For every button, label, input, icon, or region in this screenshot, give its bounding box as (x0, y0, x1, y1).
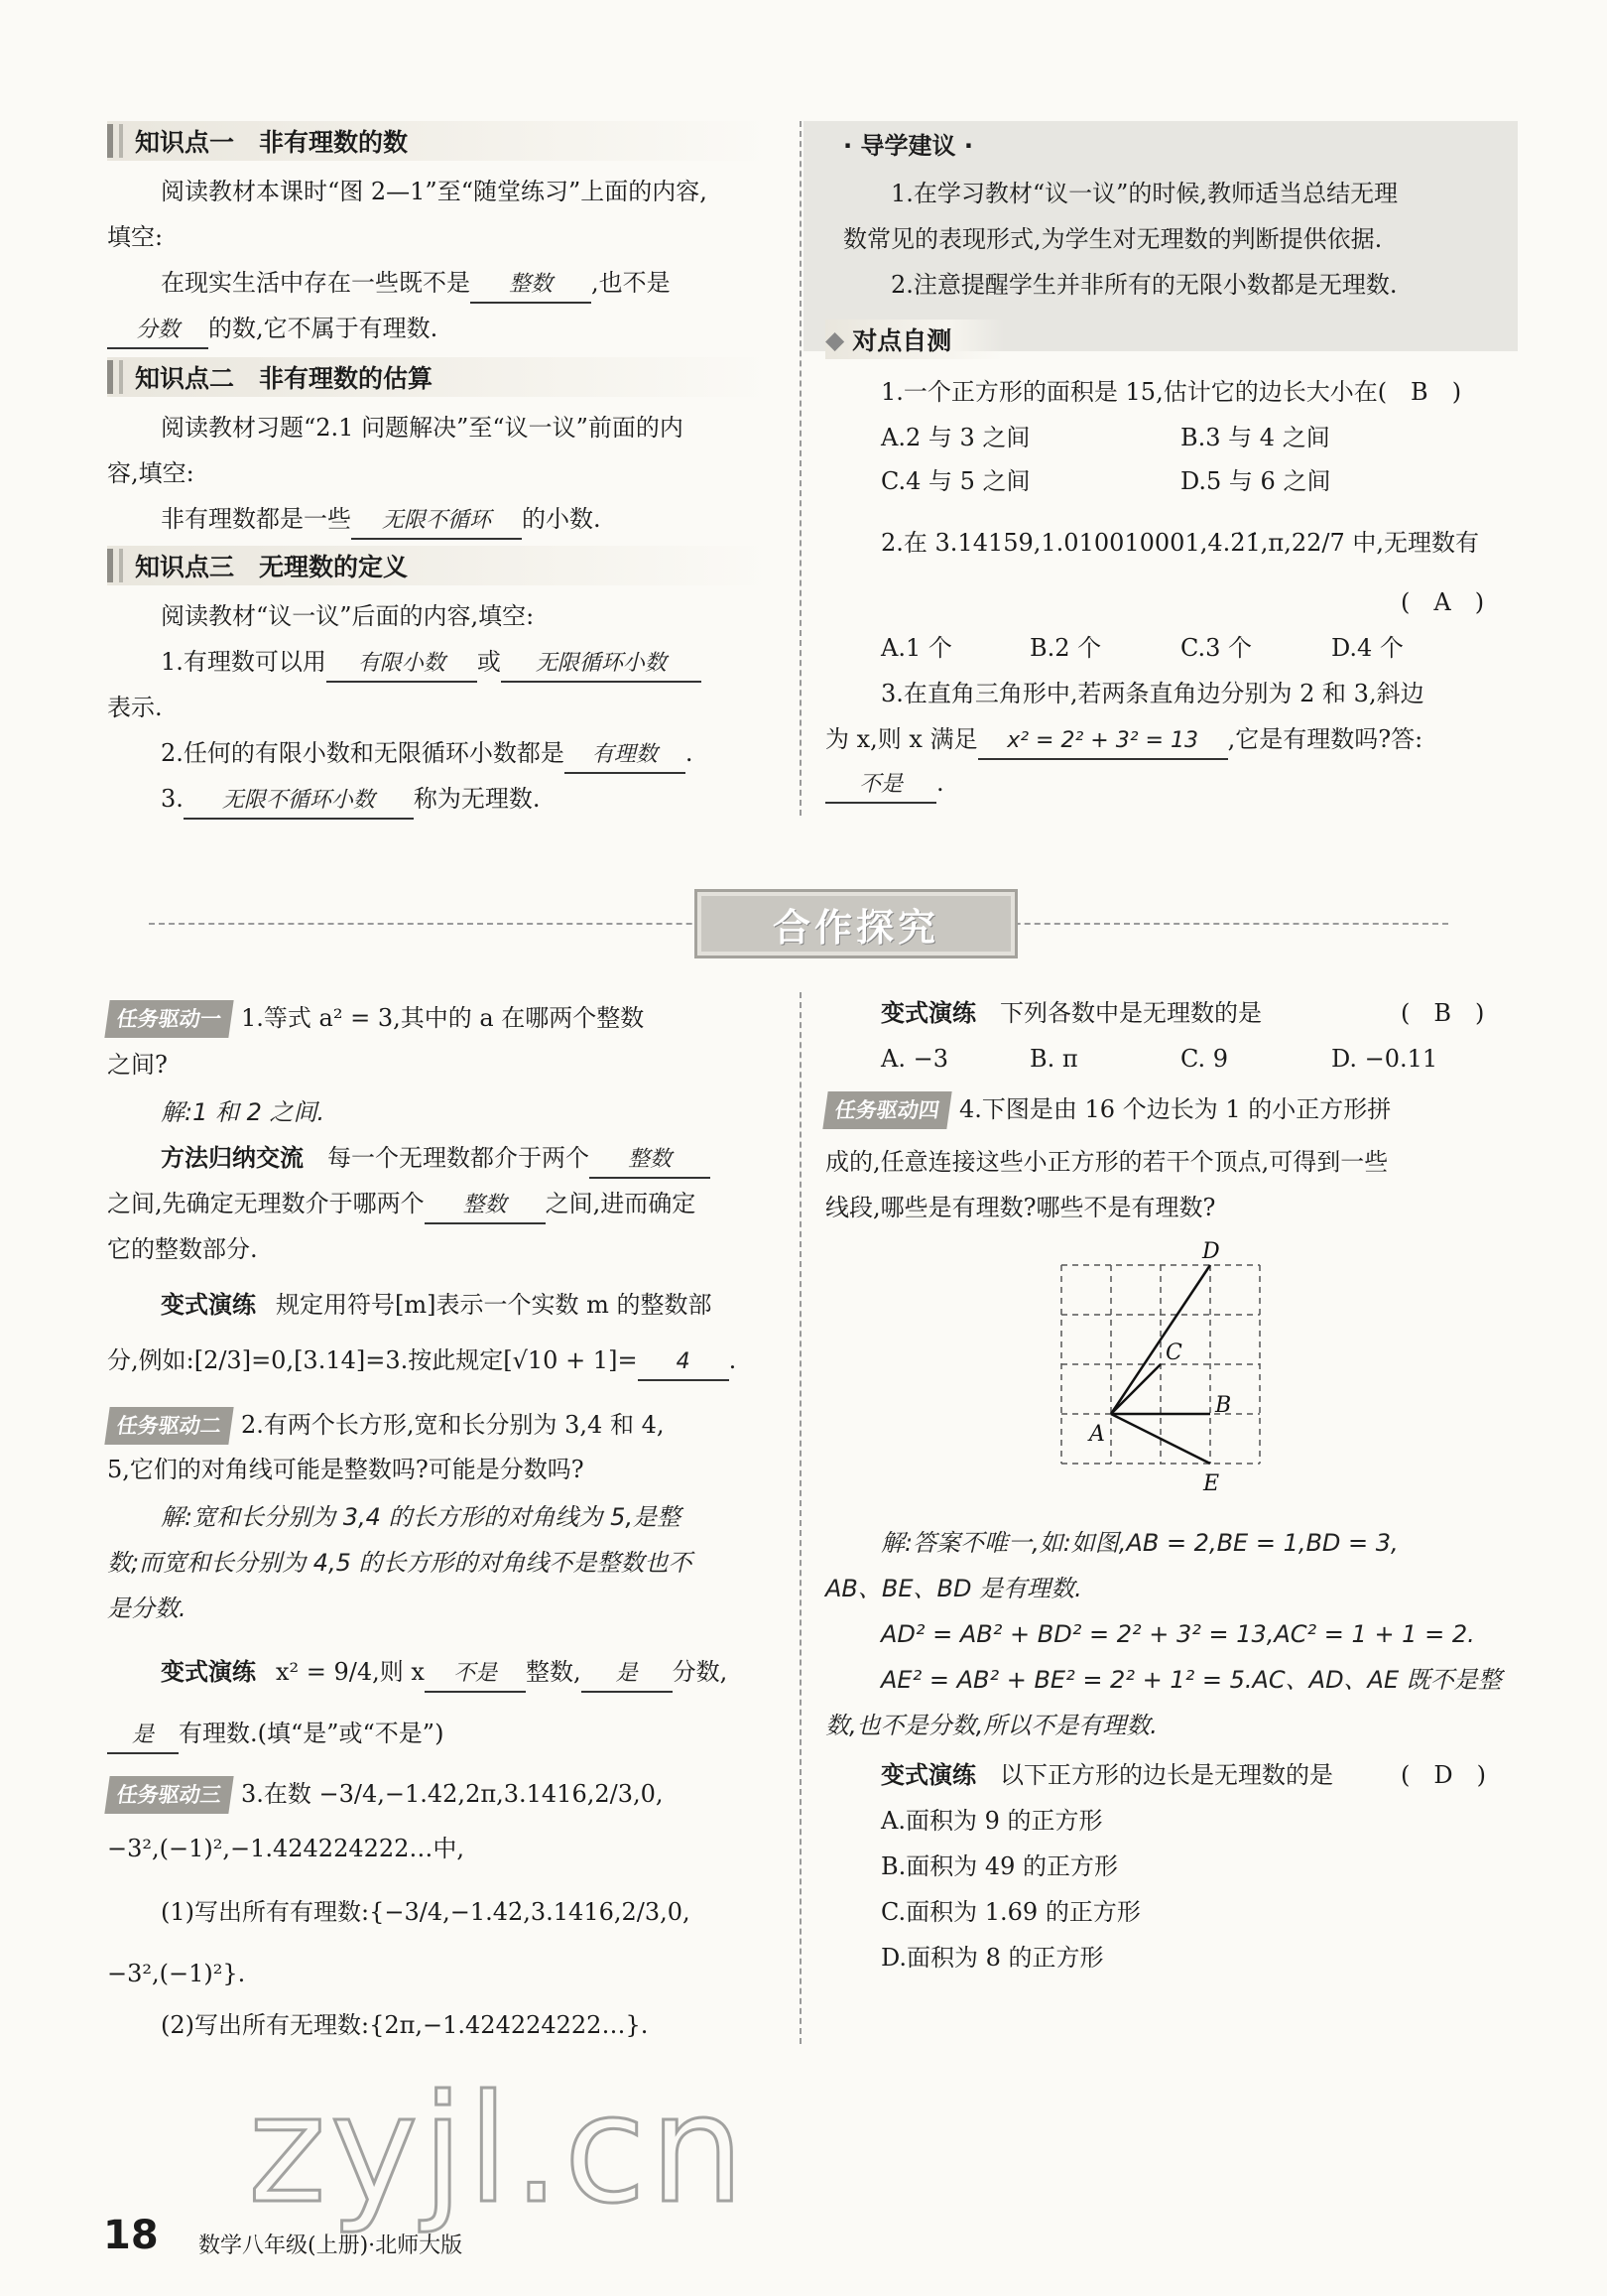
q2-optA: A.1 个 (881, 634, 952, 662)
variant2-line1: 变式演练 x² = 9/4,则 x 不是 整数, 是 分数, (161, 1655, 727, 1693)
task4-sol1: 解:答案不唯一,如:如图,AB = 2,BE = 1,BD = 3, (881, 1529, 1399, 1557)
q3-blank[interactable]: x² = 2² + 3² = 13 (978, 724, 1228, 760)
task2-sol1: 解:宽和长分别为 3,4 的长方形的对角线为 5,是整 (161, 1503, 681, 1531)
banner-title: 合作探究 (772, 905, 939, 950)
kp2-title: 知识点二 非有理数的估算 (135, 364, 433, 393)
q2-optC: C.3 个 (1180, 634, 1253, 662)
method-line3: 它的整数部分. (107, 1235, 258, 1263)
kp3-blank1[interactable]: 有限小数 (326, 647, 477, 683)
selftest-header (825, 319, 1004, 359)
kp2-blank1[interactable]: 无限不循环 (351, 504, 522, 540)
task2-line2: 5,它们的对角线可能是整数吗?可能是分数吗? (107, 1456, 584, 1483)
variant3-optC: C. 9 (1180, 1045, 1229, 1073)
label-E: E (1203, 1471, 1220, 1496)
task4-line2: 成的,任意连接这些小正方形的若干个顶点,可得到一些 (825, 1148, 1389, 1176)
guide-line1: 1.在学习教材“议一议”的时候,教师适当总结无理 (891, 180, 1399, 207)
variant2-blank1[interactable]: 不是 (425, 1657, 526, 1693)
task2-sol3: 是分数. (107, 1594, 186, 1622)
task2-tag: 任务驱动二 (104, 1407, 233, 1445)
q2: 2.在 3.14159,1.010010001,4.2̇1̇,π,22/7 中,无理数有 (881, 529, 1479, 557)
kp2-line1: 阅读教材习题“2.1 问题解决”至“议一议”前面的内 (161, 414, 683, 442)
task4-sol5: 数,也不是分数,所以不是有理数. (825, 1712, 1158, 1739)
kp3-line2: 1.有理数可以用 有限小数 或 无限循环小数 (161, 645, 701, 683)
kp1-title: 知识点一 非有理数的数 (135, 128, 409, 157)
kp2-header (107, 357, 772, 397)
column-divider-top (800, 121, 802, 816)
task3-sol3: (2)写出所有无理数:{2π,−1.424224222…}. (161, 2011, 649, 2039)
variant3-answer: ( B ) (1401, 999, 1485, 1027)
kp1-line3: 在现实生活中存在一些既不是 整数 ,也不是 (161, 266, 671, 304)
task4-line3: 线段,哪些是有理数?哪些不是有理数? (825, 1194, 1216, 1221)
q3-blank2[interactable]: 不是 (825, 768, 936, 804)
method-blank2[interactable]: 整数 (425, 1189, 546, 1224)
kp3-title: 知识点三 无理数的定义 (135, 553, 409, 581)
kp3-line5: 3. 无限不循环小数 称为无理数. (161, 782, 541, 820)
task1-line2: 之间? (107, 1051, 168, 1079)
label-A: A (1089, 1422, 1105, 1447)
variant4-optD: D.面积为 8 的正方形 (881, 1944, 1104, 1972)
task1-solution: 解:1 和 2 之间. (161, 1098, 325, 1126)
column-divider-bottom (800, 992, 802, 2044)
banner (694, 889, 1018, 958)
q1-optD: D.5 与 6 之间 (1180, 467, 1331, 495)
watermark: zyjl.cn (248, 2064, 749, 2236)
kp3-blank2[interactable]: 无限循环小数 (501, 647, 701, 683)
grid-figure (1042, 1230, 1290, 1508)
q2-optB: B.2 个 (1030, 634, 1102, 662)
task4-sol2: AB、BE、BD 是有理数. (825, 1575, 1082, 1602)
task4-sol4: AE² = AB² + BE² = 2² + 1² = 5.AC、AD、AE 既不是整 (881, 1666, 1502, 1694)
kp1-line1: 阅读教材本课时“图 2—1”至“随堂练习”上面的内容, (161, 178, 707, 205)
kp3-line1: 阅读教材“议一议”后面的内容,填空: (161, 602, 535, 630)
kp3-line3: 表示. (107, 694, 163, 721)
variant4-answer: ( D ) (1401, 1761, 1486, 1789)
q1-optC: C.4 与 5 之间 (881, 467, 1031, 495)
selftest-title: 对点自测 (852, 326, 952, 355)
q1: 1.一个正方形的面积是 15,估计它的边长大小在( B ) (881, 378, 1462, 406)
task2-line1: 任务驱动二 2.有两个长方形,宽和长分别为 3,4 和 4, (107, 1407, 664, 1445)
kp3-blank4[interactable]: 无限不循环小数 (184, 784, 414, 820)
task4-sol3: AD² = AB² + BD² = 2² + 3² = 13,AC² = 1 + 1 = 2. (881, 1620, 1475, 1648)
label-C: C (1166, 1340, 1182, 1365)
variant3-optA: A. −3 (881, 1045, 948, 1073)
variant3-optD: D. −0.11 (1331, 1045, 1438, 1073)
q3-line3: 不是 . (825, 766, 944, 804)
variant1-blank[interactable]: 4 (638, 1345, 729, 1381)
kp1-blank2[interactable]: 分数 (107, 314, 208, 349)
q3-line2: 为 x,则 x 满足 x² = 2² + 3² = 13 ,它是有理数吗?答: (825, 722, 1422, 760)
task4-tag: 任务驱动四 (822, 1091, 951, 1129)
variant4-optA: A.面积为 9 的正方形 (881, 1807, 1103, 1835)
task1-line1: 任务驱动一 1.等式 a² = 3,其中的 a 在哪两个整数 (107, 1000, 644, 1038)
kp1-header (107, 121, 772, 161)
method-line1: 方法归纳交流 每一个无理数都介于两个 整数 (161, 1141, 710, 1179)
q1-optA: A.2 与 3 之间 (881, 424, 1031, 451)
q1-optB: B.3 与 4 之间 (1180, 424, 1330, 451)
label-D: D (1202, 1239, 1220, 1264)
variant4-optC: C.面积为 1.69 的正方形 (881, 1898, 1141, 1926)
q3-line1: 3.在直角三角形中,若两条直角边分别为 2 和 3,斜边 (881, 680, 1424, 707)
kp3-blank3[interactable]: 有理数 (564, 738, 685, 774)
task3-line2: −3²,(−1)²,−1.424224222…中, (107, 1835, 465, 1862)
kp1-blank1[interactable]: 整数 (470, 268, 591, 304)
task3-sol2: −3²,(−1)²}. (107, 1960, 246, 1987)
variant1-line2: 分,例如:[2/3]=0,[3.14]=3.按此规定[√10 + 1]= 4 . (107, 1343, 736, 1381)
label-B: B (1215, 1393, 1232, 1418)
variant2-blank3[interactable]: 是 (107, 1719, 179, 1754)
variant3-optB: B. π (1030, 1045, 1078, 1073)
task3-sol1: (1)写出所有有理数:{−3/4,−1.4̇2̇,3.1416,2/3,0, (161, 1898, 690, 1926)
variant2-line2: 是 有理数.(填“是”或“不是”) (107, 1717, 443, 1754)
variant2-blank2[interactable]: 是 (581, 1657, 673, 1693)
page-number: 18 (103, 2213, 159, 2258)
task3-tag: 任务驱动三 (104, 1776, 233, 1814)
kp1-line2: 填空: (107, 223, 164, 251)
task3-line1: 任务驱动三 3.在数 −3/4,−1.4̇2̇,2π,3.1416,2/3,0, (107, 1776, 664, 1814)
kp2-line3: 非有理数都是一些 无限不循环 的小数. (161, 502, 601, 540)
diamond-icon: ◆ (825, 324, 845, 354)
method-blank1[interactable]: 整数 (589, 1143, 710, 1179)
kp3-header (107, 546, 772, 585)
book-title: 数学八年级(上册)·北师大版 (198, 2233, 463, 2258)
kp2-line2: 容,填空: (107, 459, 194, 487)
kp3-line4: 2.任何的有限小数和无限循环小数都是 有理数 . (161, 736, 693, 774)
task1-tag: 任务驱动一 (104, 1000, 233, 1038)
task2-sol2: 数;而宽和长分别为 4,5 的长方形的对角线不是整数也不 (107, 1549, 692, 1577)
variant4-optB: B.面积为 49 的正方形 (881, 1852, 1119, 1880)
guide-line2: 数常见的表现形式,为学生对无理数的判断提供依据. (843, 225, 1383, 253)
variant1-line1: 变式演练 规定用符号[m]表示一个实数 m 的整数部 (161, 1291, 712, 1319)
task4-line1: 任务驱动四 4.下图是由 16 个边长为 1 的小正方形拼 (825, 1091, 1391, 1129)
variant3-line1: 变式演练 下列各数中是无理数的是 (881, 999, 1262, 1027)
guide-title: · 导学建议 · (843, 132, 973, 160)
variant4-line1: 变式演练 以下正方形的边长是无理数的是 (881, 1761, 1333, 1789)
guide-line3: 2.注意提醒学生并非所有的无限小数都是无理数. (891, 271, 1398, 299)
q2-optD: D.4 个 (1331, 634, 1404, 662)
kp1-line4: 分数 的数,它不属于有理数. (107, 312, 437, 349)
method-line2: 之间,先确定无理数介于哪两个 整数 之间,进而确定 (107, 1187, 695, 1224)
q2-answer: ( A ) (1401, 588, 1485, 616)
segment-AC (1111, 1364, 1161, 1414)
